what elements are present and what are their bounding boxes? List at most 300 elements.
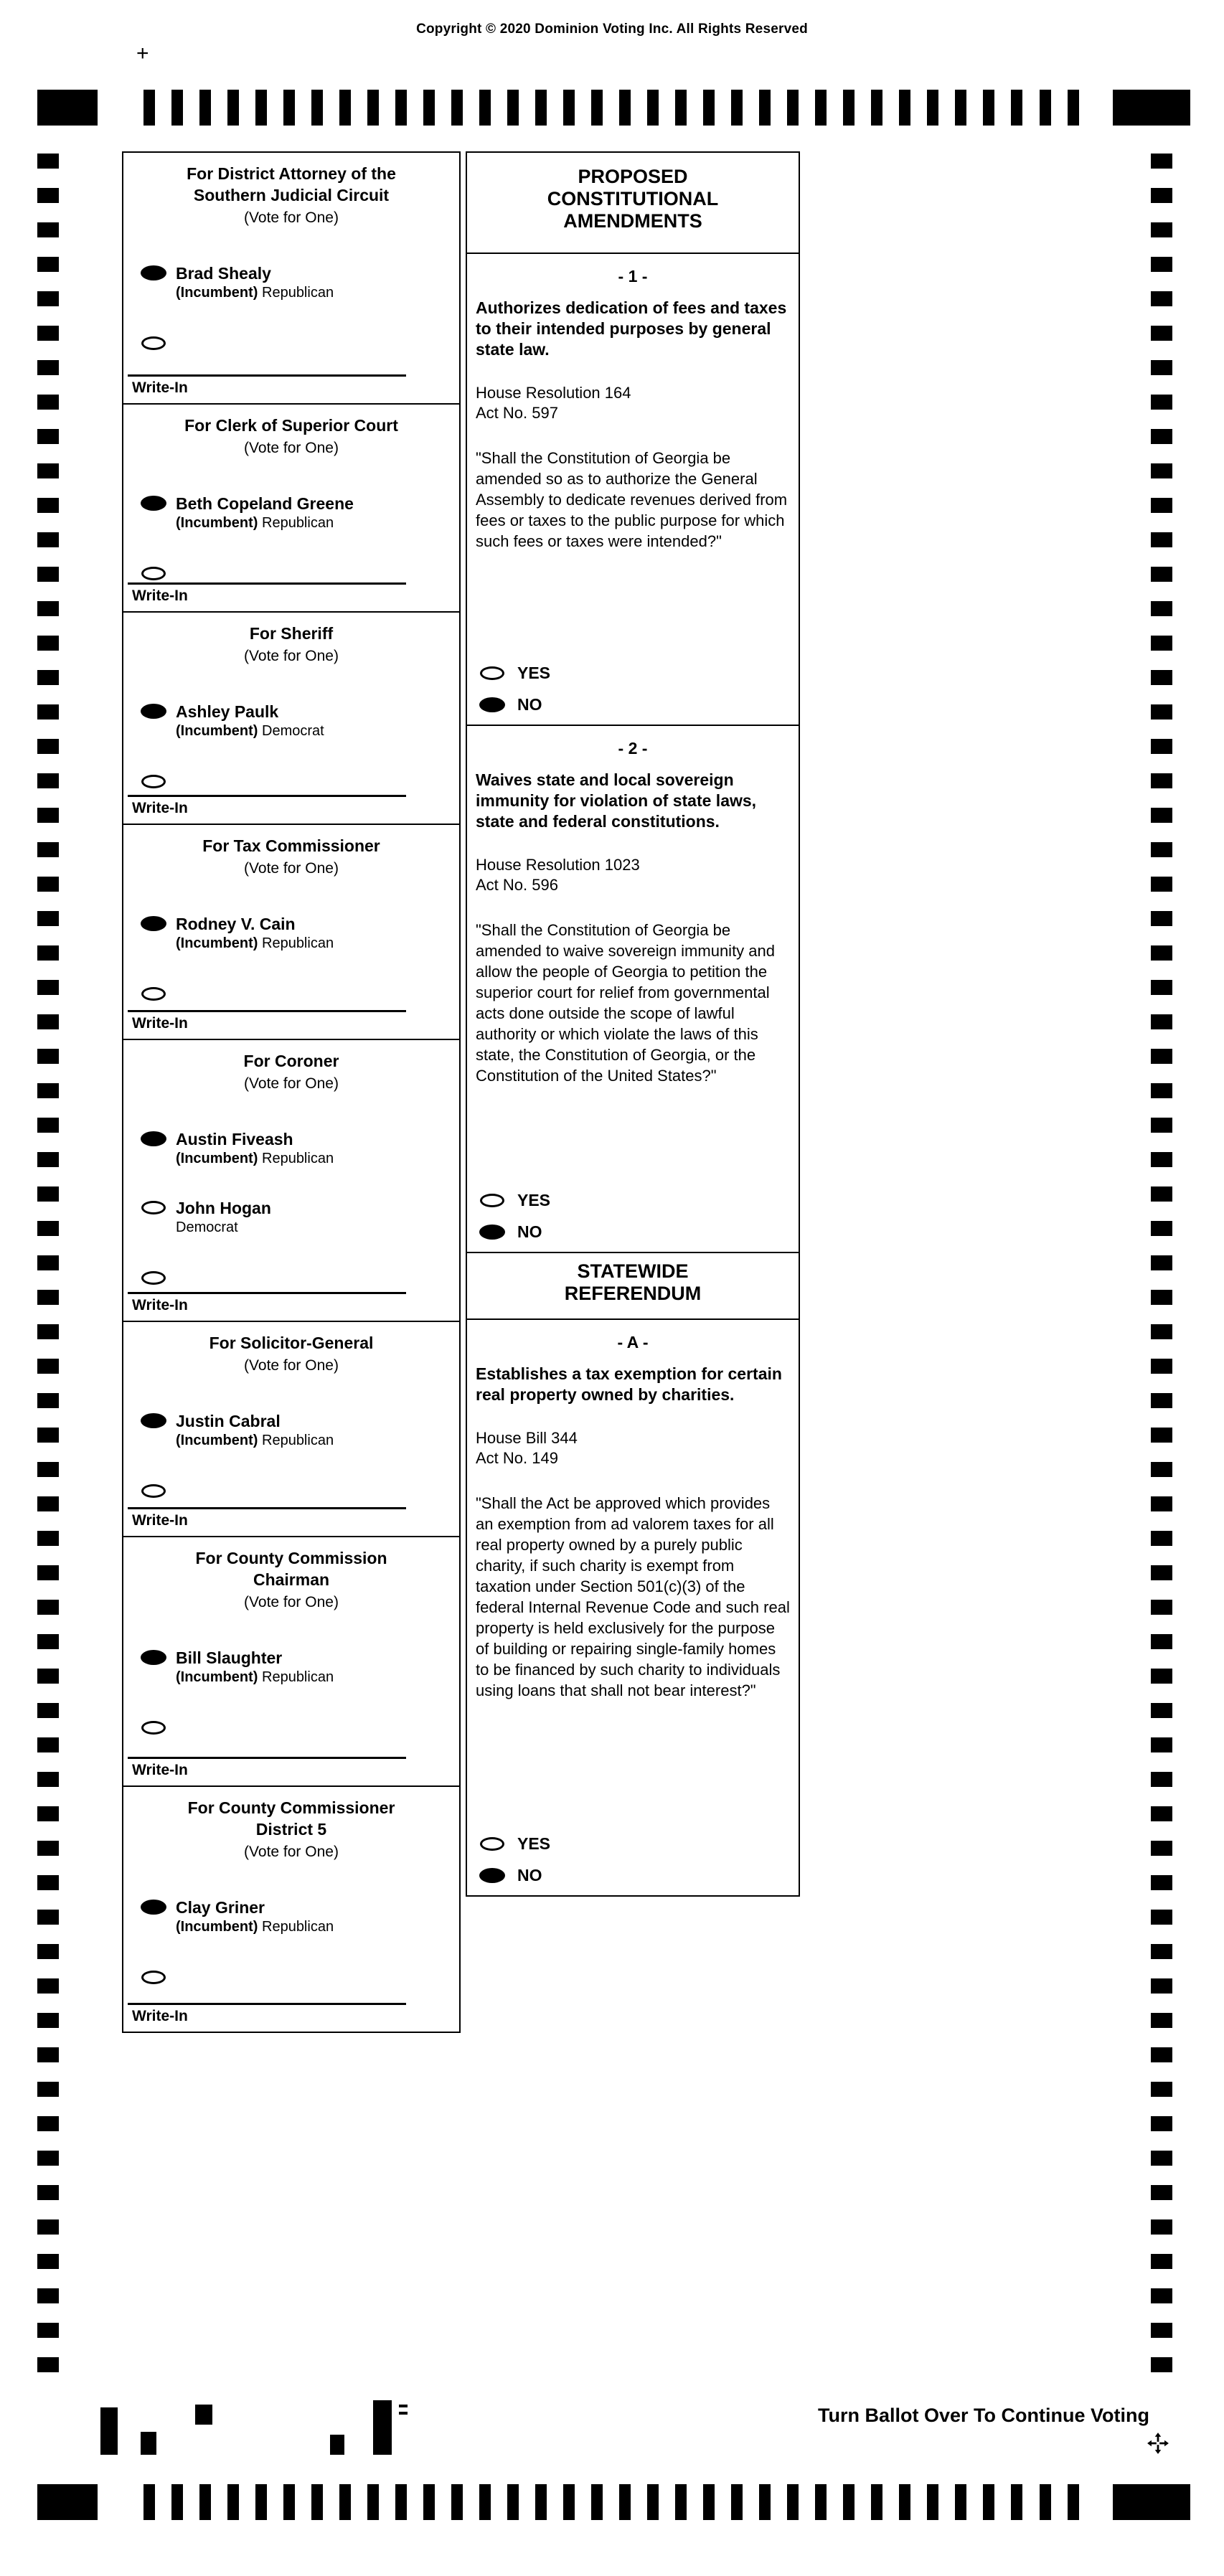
header-line: CONSTITUTIONAL [547,188,719,209]
candidate-row [141,494,459,532]
timing-mark [1151,980,1172,995]
timing-mark [283,2484,295,2520]
timing-mark [37,773,59,788]
timing-mark [1151,291,1172,306]
writein-label: Write-In [132,1015,188,1032]
timing-mark [1151,911,1172,926]
timing-mark [37,1565,59,1580]
incumbent-label: (Incumbent) [176,1151,258,1166]
writein-oval[interactable] [141,1484,166,1498]
four-arrow-icon [1147,2432,1169,2458]
timing-mark [37,911,59,926]
timing-mark [37,1806,59,1821]
writein-oval[interactable] [141,1721,166,1735]
writein-area [123,1292,459,1321]
timing-mark [1151,704,1172,720]
ballot-oval[interactable] [141,917,166,930]
header-line: PROPOSED [578,166,688,187]
timing-mark [1151,2082,1172,2097]
timing-mark [1151,1221,1172,1236]
timing-mark [1068,90,1079,126]
timing-mark [199,90,211,126]
timing-mark [1151,1083,1172,1098]
measure-summary: Establishes a tax exemption for certain real property owned by charities. [476,1364,782,1404]
contest-tax-commissioner [123,825,459,1040]
referendum-header [467,1253,799,1320]
timing-mark [37,1737,59,1752]
copyright-text: Copyright © 2020 Dominion Voting Inc. All Rights Reserved [416,22,808,37]
timing-mark [759,2484,771,2520]
yes-oval[interactable] [480,1837,504,1851]
contest-header [123,1040,459,1093]
timing-mark [815,2484,827,2520]
writein-line[interactable] [128,1292,406,1294]
vote-for-one-label: (Vote for One) [244,860,339,877]
timing-mark [1151,395,1172,410]
timing-mark [1151,2323,1172,2338]
timing-mark [367,2484,379,2520]
measure-question: "Shall the Constitution of Georgia be amended so as to authorize the General Assembly to dedicate revenues derived from fees or taxes to the public purpose for which such fees or taxes were intended?" [476,449,788,550]
timing-mark [37,463,59,478]
measure-references [476,1428,790,1468]
timing-mark [619,2484,631,2520]
timing-mark [1151,463,1172,478]
timing-mark [37,154,59,169]
writein-label: Write-In [132,1297,188,1313]
contest-coroner [123,1040,459,1322]
timing-mark [1151,1462,1172,1477]
timing-mark [37,1255,59,1270]
writein-label: Write-In [132,1512,188,1529]
candidate-row [141,264,459,301]
writein-label: Write-In [132,1762,188,1778]
reference-line: Act No. 596 [476,876,558,894]
timing-mark [37,1841,59,1856]
timing-mark [37,1875,59,1890]
timing-mark [37,360,59,375]
timing-mark [619,90,631,126]
timing-mark [37,2185,59,2200]
writein-oval[interactable] [141,775,166,788]
measure-number: - 1 - [618,267,648,286]
timing-mark [1151,1565,1172,1580]
writein-line[interactable] [128,2003,406,2005]
writein-oval-row [141,565,459,580]
timing-mark [1151,498,1172,513]
writein-label: Write-In [132,2008,188,2024]
timing-mark [1151,1255,1172,1270]
writein-area [123,1507,459,1536]
timing-bars-top [143,90,1079,126]
timing-mark [37,2254,59,2269]
timing-mark [37,601,59,616]
timing-mark [37,2116,59,2131]
timing-mark [815,90,827,126]
timing-mark [927,2484,938,2520]
timing-mark [37,188,59,203]
timing-mark [37,1359,59,1374]
ballot-code-mark [195,2405,212,2425]
contest-header [123,1787,459,1861]
timing-mark [37,1496,59,1511]
party-label: Republican [262,1919,334,1935]
timing-mark [171,2484,183,2520]
timing-mark [1151,1806,1172,1821]
ballot-code-mark [399,2412,408,2415]
yes-option [480,1834,786,1854]
writein-area [123,1010,459,1039]
party-label: Republican [262,1151,334,1166]
writein-line[interactable] [128,795,406,797]
timing-mark [255,2484,267,2520]
contest-column [122,151,461,2033]
timing-mark [37,945,59,961]
no-label: NO [517,695,542,714]
contest-title-line: For Coroner [243,1052,339,1070]
timing-mark [1151,2288,1172,2303]
timing-mark [1151,1841,1172,1856]
timing-mark [37,1324,59,1339]
candidate-info [176,915,334,952]
reference-line: House Resolution 164 [476,384,631,402]
timing-mark [787,2484,799,2520]
contest-title-line: For District Attorney of the [187,164,396,183]
ballot-oval[interactable] [141,1414,166,1428]
measure-summary: Authorizes dedication of fees and taxes to their intended purposes by general state law. [476,298,787,359]
yes-oval[interactable] [480,666,504,680]
timing-mark [871,90,882,126]
candidate-info [176,702,324,740]
party-label: Republican [262,1433,334,1448]
timing-mark [37,1152,59,1167]
timing-mark [37,1290,59,1305]
timing-mark [37,222,59,237]
timing-mark [37,1669,59,1684]
timing-mark [37,1978,59,1994]
no-oval[interactable] [480,1869,504,1882]
timing-mark [759,90,771,126]
timing-mark [1151,636,1172,651]
yes-oval[interactable] [480,1194,504,1207]
candidate-name: Brad Shealy [176,264,271,283]
timing-mark [1151,1531,1172,1546]
incumbent-label: (Incumbent) [176,723,258,739]
candidate-detail [176,935,334,952]
candidate-name: Austin Fiveash [176,1130,293,1148]
timing-mark [37,2013,59,2028]
timing-mark [1151,842,1172,857]
ballot-oval[interactable] [141,1900,166,1914]
header-line: AMENDMENTS [563,210,702,232]
reference-line: Act No. 149 [476,1449,558,1467]
timing-mark [1151,2219,1172,2235]
writein-line[interactable] [128,582,406,585]
timing-mark [927,90,938,126]
vote-for-one-label: (Vote for One) [244,648,339,664]
timing-mark [1151,670,1172,685]
timing-mark [143,90,155,126]
contest-title-line: For Sheriff [249,624,334,643]
timing-mark [1151,188,1172,203]
writein-label: Write-In [132,588,188,604]
writein-oval[interactable] [141,1271,166,1285]
amendments-header [467,153,799,254]
timing-mark [37,842,59,857]
contest-sheriff [123,613,459,825]
candidate-detail [176,1919,334,1935]
timing-marks-right [1151,154,1172,2372]
contest-header [123,825,459,877]
timing-mark [1151,773,1172,788]
timing-marks-left [37,154,59,2372]
candidate-detail [176,723,324,740]
ballot-oval[interactable] [141,1132,166,1146]
timing-mark [37,1083,59,1098]
timing-mark [37,395,59,410]
contest-header [123,613,459,665]
contest-title-line: For County Commissioner [187,1798,395,1817]
registration-plus-mark: + [136,42,149,65]
timing-mark [37,532,59,547]
writein-area [123,1757,459,1785]
timing-mark [1040,90,1051,126]
timing-mark [1151,1393,1172,1408]
timing-mark [1151,601,1172,616]
timing-mark [339,90,351,126]
measure-references [476,855,790,895]
timing-mark [1151,2185,1172,2200]
timing-mark [1151,1737,1172,1752]
writein-oval-row [141,334,459,350]
timing-mark [647,90,659,126]
incumbent-label: (Incumbent) [176,935,258,951]
timing-mark [479,90,491,126]
ballot-code-mark [399,2405,408,2407]
contest-header [123,405,459,457]
timing-mark [1151,739,1172,754]
header-line: REFERENDUM [564,1283,702,1304]
incumbent-label: (Incumbent) [176,1919,258,1935]
timing-mark [1151,1186,1172,1202]
measure-options [480,1191,786,1242]
timing-mark [37,704,59,720]
writein-area [123,2003,459,2032]
timing-mark [37,326,59,341]
ballot-oval[interactable] [141,1201,166,1214]
party-label: Democrat [262,723,324,739]
timing-mark [703,90,715,126]
party-label: Republican [262,1669,334,1685]
timing-mark [37,2151,59,2166]
timing-bars-bottom [143,2484,1079,2520]
timing-mark [37,1634,59,1649]
timing-mark [507,90,519,126]
timing-mark [1151,1875,1172,1890]
measure-options [480,664,786,714]
timing-mark [37,980,59,995]
timing-mark [283,90,295,126]
contest-district-attorney [123,153,459,405]
timing-mark [563,2484,575,2520]
timing-mark [675,90,687,126]
contest-title-line: Chairman [253,1570,330,1589]
candidate-row [141,1898,459,1935]
timing-mark [423,2484,435,2520]
no-oval[interactable] [480,1225,504,1239]
timing-mark [983,90,994,126]
timing-block-top-left [37,90,98,126]
timing-mark [1011,2484,1022,2520]
timing-mark [1151,1324,1172,1339]
timing-mark [563,90,575,126]
contest-header [123,1322,459,1374]
candidate-detail [176,285,334,301]
timing-mark [199,2484,211,2520]
timing-mark [1151,1634,1172,1649]
yes-option [480,664,786,683]
no-option [480,1222,786,1242]
contest-title-line: For County Commission [195,1549,387,1567]
writein-oval-row [141,773,459,788]
timing-mark [1151,1669,1172,1684]
party-label: Democrat [176,1219,238,1235]
candidate-row [141,1199,459,1236]
timing-mark [1151,1910,1172,1925]
vote-for-one-label: (Vote for One) [244,1357,339,1374]
no-oval[interactable] [480,698,504,712]
timing-mark [1151,808,1172,823]
timing-mark [1151,2357,1172,2372]
ballot-oval[interactable] [141,266,166,280]
timing-mark [37,567,59,582]
timing-mark [1151,1978,1172,1994]
timing-mark [1151,1944,1172,1959]
timing-mark [311,90,323,126]
timing-mark [1151,1118,1172,1133]
timing-mark [535,2484,547,2520]
timing-mark [1151,1600,1172,1615]
incumbent-label: (Incumbent) [176,1669,258,1685]
timing-mark [1068,2484,1079,2520]
candidate-info [176,1130,334,1167]
timing-mark [591,2484,603,2520]
measure-question: "Shall the Constitution of Georgia be amended to waive sovereign immunity and allow the people of Georgia to petition the superior court for relief from governmental acts done outside the scope of lawful authority or which violate the laws of this state, the Constitution of Georgia, or the Constitution of the United States?" [476,921,776,1085]
candidate-row [141,1412,459,1449]
candidate-detail [176,1669,334,1686]
contest-commission-chairman [123,1537,459,1787]
timing-block-bottom-right [1113,2484,1190,2520]
timing-mark [37,2082,59,2097]
candidate-detail [176,1151,334,1167]
measure-number: - 2 - [618,739,648,758]
timing-mark [647,2484,659,2520]
measure-number: - A - [617,1333,649,1351]
measure-options [480,1834,786,1885]
timing-mark [37,1221,59,1236]
writein-label: Write-In [132,379,188,396]
timing-mark [37,1049,59,1064]
timing-mark [899,2484,910,2520]
candidate-info [176,1412,334,1449]
candidate-info [176,1898,334,1935]
timing-mark [37,670,59,685]
no-label: NO [517,1222,542,1241]
timing-mark [1151,429,1172,444]
writein-oval[interactable] [141,567,166,580]
writein-oval-row [141,1719,459,1735]
timing-mark [339,2484,351,2520]
measure-question: "Shall the Act be approved which provides an exemption from ad valorem taxes for all real property owned by a purely public charity, if such charity is exempt from taxation under Section 501(c)(3) of the federal Internal Revenue Code and such real property is held exclusively for the purpose of building or repairing single-family homes to be financed by such charity to individuals using loans that shall not bear interest?" [476,1494,790,1699]
ballot-oval[interactable] [141,496,166,510]
writein-line[interactable] [128,1507,406,1509]
writein-oval[interactable] [141,336,166,350]
yes-label: YES [517,1834,551,1853]
writein-line[interactable] [128,1010,406,1012]
ballot-code-mark [373,2400,392,2455]
timing-mark [1151,2254,1172,2269]
timing-mark [955,90,966,126]
timing-mark [227,90,239,126]
ballot-code-mark [100,2407,118,2455]
contest-title-line: Southern Judicial Circuit [193,186,390,204]
ballot-oval[interactable] [141,704,166,718]
timing-mark [37,2323,59,2338]
timing-mark [1151,567,1172,582]
timing-mark [37,1462,59,1477]
writein-oval[interactable] [141,987,166,1001]
writein-oval-row [141,1968,459,1984]
timing-mark [37,2288,59,2303]
candidate-info [176,264,334,301]
candidate-name: Beth Copeland Greene [176,494,354,513]
contest-header [123,1537,459,1611]
timing-mark [37,1910,59,1925]
vote-for-one-label: (Vote for One) [244,1844,339,1860]
contest-title-line: For Tax Commissioner [202,836,380,855]
timing-mark [843,2484,855,2520]
timing-block-bottom-left [37,2484,98,2520]
candidate-name: Bill Slaughter [176,1648,283,1667]
yes-label: YES [517,664,551,682]
timing-mark [37,1531,59,1546]
writein-oval-row [141,1482,459,1498]
timing-mark [143,2484,155,2520]
timing-mark [1151,326,1172,341]
timing-mark [1151,2047,1172,2062]
writein-oval[interactable] [141,1971,166,1984]
timing-mark [1151,154,1172,169]
writein-line[interactable] [128,374,406,377]
timing-mark [871,2484,882,2520]
timing-mark [535,90,547,126]
timing-mark [1011,90,1022,126]
writein-line[interactable] [128,1757,406,1759]
amendment-2 [467,726,799,1253]
turn-ballot-over-text: Turn Ballot Over To Continue Voting [818,2405,1149,2426]
contest-commissioner-district-5 [123,1787,459,2032]
timing-mark [37,429,59,444]
timing-mark [1151,945,1172,961]
timing-mark [37,1014,59,1029]
writein-oval-row [141,985,459,1001]
measure-summary: Waives state and local sovereign immunity for violation of state laws, state and federal constitutions. [476,770,757,831]
timing-mark [311,2484,323,2520]
timing-mark [451,90,463,126]
timing-mark [1151,877,1172,892]
timing-mark [731,90,743,126]
timing-mark [37,1600,59,1615]
ballot-oval[interactable] [141,1651,166,1664]
